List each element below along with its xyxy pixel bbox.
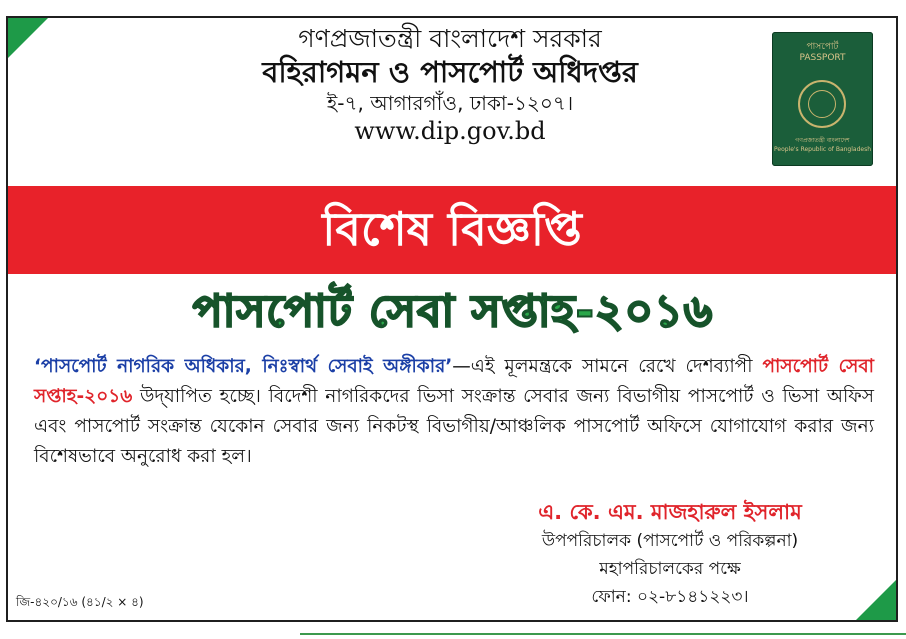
- signatory-designation: উপপরিচালক (পাসপোর্ট ও পরিকল্পনা): [541, 531, 799, 551]
- notice-text-1: —এই মূলমন্ত্রকে সামনে রেখে দেশব্যাপী: [452, 356, 763, 377]
- passport-title: পাসপোর্ট PASSPORT: [799, 42, 846, 63]
- website-link[interactable]: www.dip.gov.bd: [354, 117, 546, 145]
- banner-title: বিশেষ বিজ্ঞপ্তি: [322, 202, 582, 256]
- department-name: বহিরাগমন ও পাসপোর্ট অধিদপ্তর: [262, 55, 638, 89]
- notice-text-2: উদ্‌যাপিত হচ্ছে। বিদেশী নাগরিকদের ভিসা সংক্রান্ত সেবার জন্য বিভাগীয় পাসপোর্ট ও ভিসা অফিস এবং পাসপোর্ট সংক্রান্ত যেকোন সেবার জন্য নিকটস্থ বিভাগীয়/আঞ্চলিক পাসপোর্ট অফিসে যোগাযোগ করার জন্য বিশেষভাবে অনুরোধ করা হল।: [34, 386, 874, 467]
- slogan: ‘পাসপোর্ট নাগরিক অধিকার, নিঃস্বার্থ সেবাই অঙ্গীকার’: [34, 356, 453, 377]
- address: ই-৭, আগারগাঁও, ঢাকা-১২০৭।: [326, 91, 574, 115]
- headline: পাসপোর্ট সেবা সপ্তাহ-২০১৬: [192, 286, 714, 337]
- highlight-text: পাসপোর্ট সেবা সপ্তাহ-২০১৬: [34, 356, 874, 407]
- bottom-divider: [300, 633, 906, 635]
- emblem-seal-icon: [798, 80, 846, 128]
- government-name: গণপ্রজাতন্ত্রী বাংলাদেশ সরকার: [298, 24, 602, 53]
- on-behalf-text: মহাপরিচালকের পক্ষে: [599, 559, 741, 579]
- phone-number: ফোন: ০২-৮১৪১২২৩।: [591, 587, 749, 607]
- reference-number: জি-৪২০/১৬ (৪১/২ × ৪): [16, 595, 144, 609]
- cropped-top-text: [0, 0, 906, 8]
- passport-footer: গণপ্রজাতন্ত্রী বাংলাদেশ People's Republic of Bangladesh: [773, 137, 872, 153]
- corner-accent-top-left: [8, 18, 48, 58]
- signature-block: [470, 497, 870, 611]
- header: [180, 24, 720, 146]
- notice-body: [34, 352, 874, 472]
- passport-cover-image: [772, 32, 873, 166]
- notice-banner: [8, 186, 896, 274]
- signatory-name: এ. কে. এম. মাজহারুল ইসলাম: [538, 500, 802, 524]
